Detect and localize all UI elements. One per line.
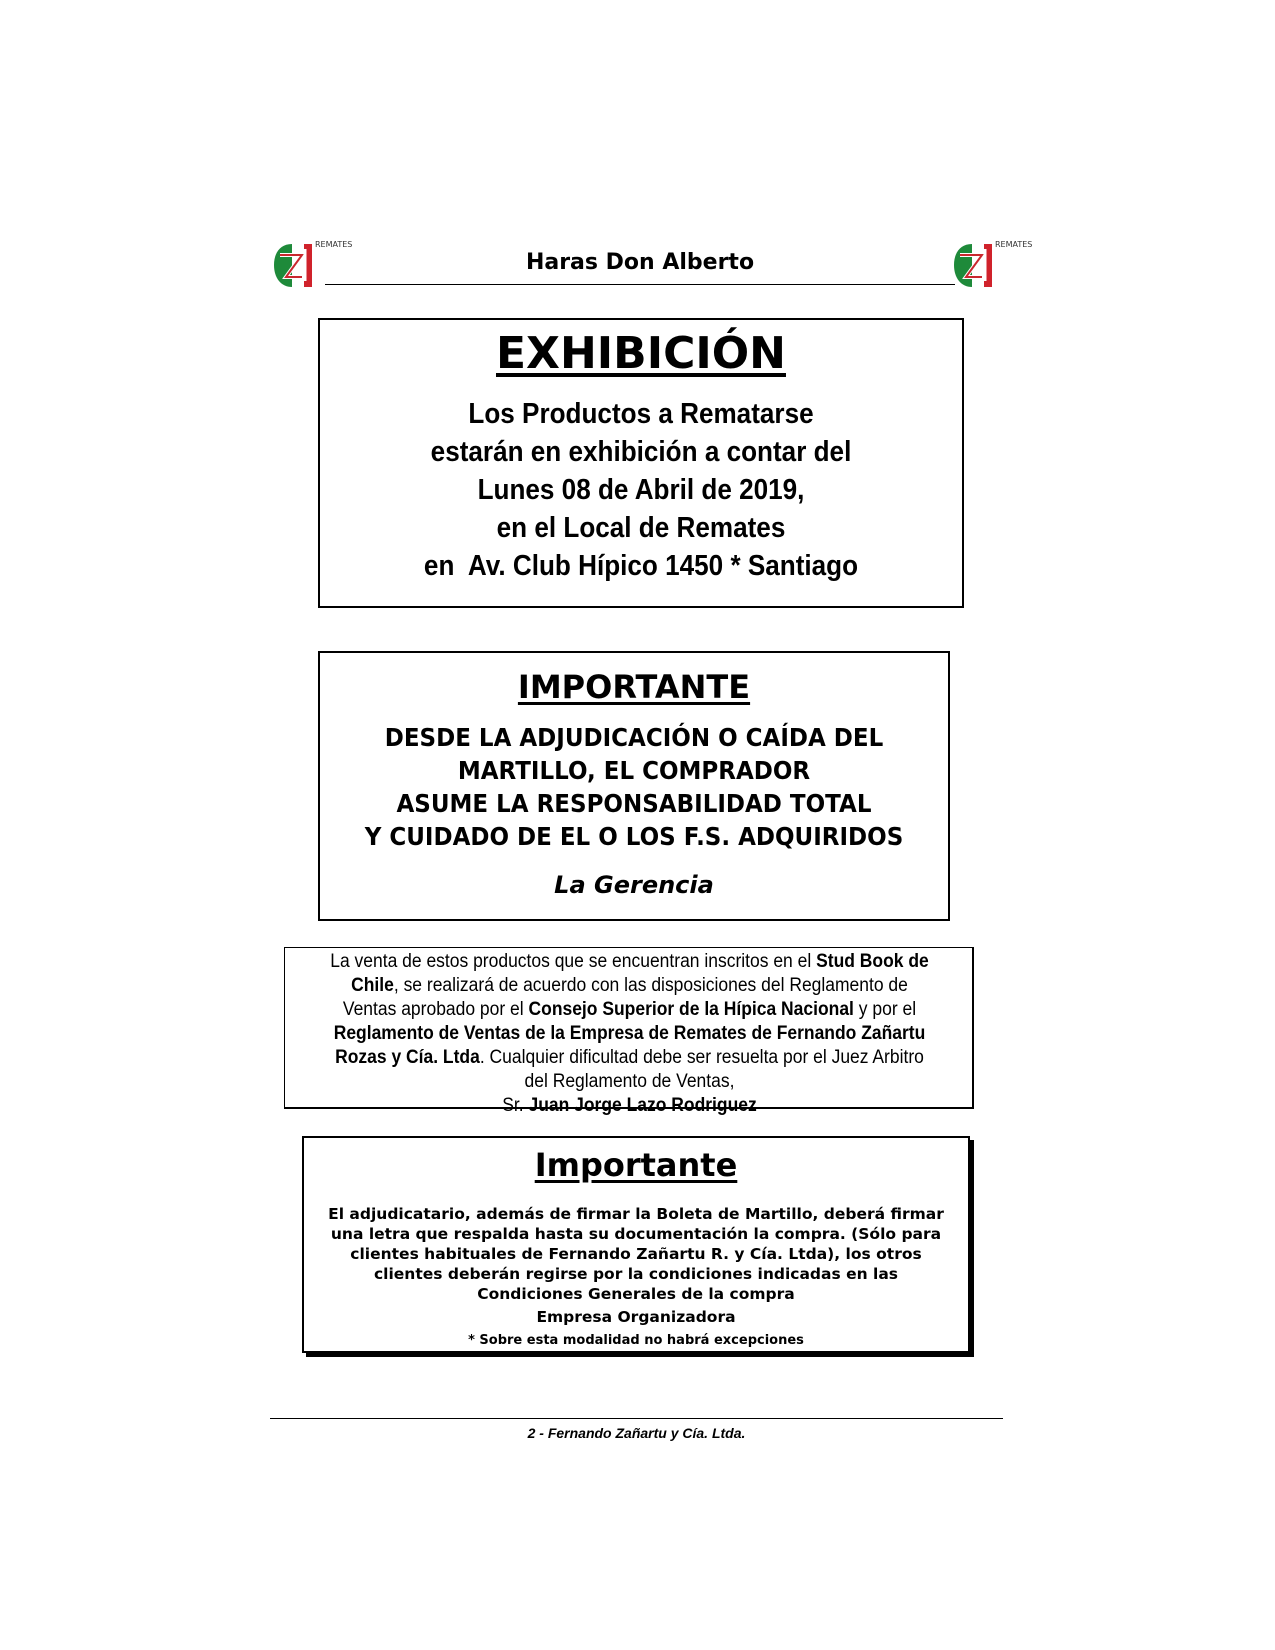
regulation-bold: Juan Jorge Lazo Rodriguez	[528, 1095, 757, 1116]
conditions-note: * Sobre esta modalidad no habrá excepciones	[468, 1333, 804, 1348]
logo-word: REMATES	[315, 240, 353, 249]
exhibition-line: estarán en exhibición a contar del	[430, 436, 852, 468]
logo-word: REMATES	[995, 240, 1033, 249]
exhibition-box	[318, 318, 964, 608]
exhibition-line: en Av. Club Hípico 1450 * Santiago	[423, 550, 859, 582]
regulation-bold: Reglamento de Ventas de la Empresa de Remates de Fernando Zañartu Rozas y Cía. Ltda	[333, 1023, 926, 1068]
regulation-text	[324, 950, 936, 1118]
regulation-span: y por el	[853, 999, 917, 1020]
regulation-span: La venta de estos productos que se encuentran inscritos en el	[330, 951, 817, 972]
exhibition-title: EXHIBICIÓN	[496, 328, 786, 379]
important-signature: La Gerencia	[554, 871, 714, 899]
important-notice-box	[318, 651, 950, 921]
exhibition-line: Lunes 08 de Abril de 2019,	[477, 474, 805, 506]
company-logo-right	[952, 240, 1033, 289]
page-footer: 2 - Fernando Zañartu y Cía. Ltda.	[527, 1425, 746, 1441]
page-header-title: Haras Don Alberto	[525, 250, 755, 275]
regulation-span: , se realizará de acuerdo con las disposiciones del Reglamento de Ventas aprobado por el	[342, 975, 908, 1020]
header-divider	[325, 284, 955, 285]
regulation-box	[284, 947, 974, 1116]
important-line: ASUME LA RESPONSABILIDAD TOTAL	[396, 789, 872, 818]
buyer-conditions-box	[302, 1136, 970, 1353]
regulation-span: Sr.	[502, 1095, 529, 1116]
conditions-title: Importante	[534, 1146, 738, 1184]
exhibition-text	[352, 395, 930, 585]
important-line: MARTILLO, EL COMPRADOR	[457, 756, 811, 785]
footer-divider	[270, 1418, 1003, 1419]
important-text	[345, 721, 923, 853]
conditions-signature: Empresa Organizadora	[536, 1308, 736, 1326]
zr-logo-icon	[952, 241, 996, 289]
regulation-span: . Cualquier dificultad debe ser resuelta por el Juez Arbitro del Reglamento de Ventas,	[479, 1047, 924, 1092]
important-title: IMPORTANTE	[517, 668, 751, 706]
regulation-bold: Consejo Superior de la Hípica Nacional	[528, 999, 854, 1020]
exhibition-line: en el Local de Remates	[496, 512, 786, 544]
company-logo-left	[272, 240, 353, 289]
exhibition-line: Los Productos a Rematarse	[468, 398, 814, 430]
conditions-text: El adjudicatario, además de firmar la Boleta de Martillo, deberá firmar una letra que respalda hasta su documentación la compra. (Sólo para clientes habituales de Fernando Zañartu R. y Cía. Ltda), los otros clientes deberán regirse por la condiciones indicadas en las Condiciones Generales de la compra	[328, 1205, 944, 1303]
regulation-bold: Stud Book de Chile	[351, 951, 929, 996]
important-line: Y CUIDADO DE EL O LOS F.S. ADQUIRIDOS	[364, 822, 904, 851]
important-line: DESDE LA ADJUDICACIÓN O CAÍDA DEL	[384, 723, 884, 752]
zr-logo-icon	[272, 241, 316, 289]
